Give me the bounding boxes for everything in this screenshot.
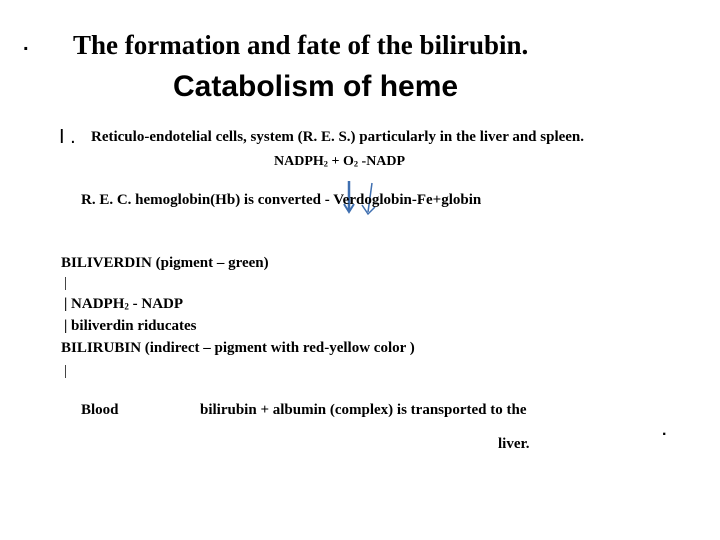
cofactor-sub-2a: 2: [323, 159, 328, 169]
pathway-pipe-reduction: | biliverdin riducates: [64, 318, 197, 334]
cofactor-nadp: -NADP: [358, 154, 406, 169]
pathway-pipe-4: |: [64, 363, 68, 379]
section-numeral: I .: [59, 126, 76, 148]
page-title: The formation and fate of the bilirubin.: [73, 30, 529, 60]
blood-label: Blood: [81, 402, 119, 418]
pathway-pipe-1: |: [64, 275, 68, 291]
trailing-dot: .: [662, 422, 667, 439]
transport-text: bilirubin + albumin (complex) is transported to the: [200, 402, 527, 418]
bilirubin-heading: BILIRUBIN (indirect – pigment with red-yellow color ): [61, 340, 415, 356]
pathway-pipe-nadph: [64, 297, 183, 312]
liver-word: liver.: [498, 436, 530, 452]
cofactor-line: [274, 155, 405, 169]
nadph-text: | NADPH: [64, 296, 125, 312]
nadph-sub: 2: [124, 301, 129, 312]
cofactor-nadph: NADPH: [274, 154, 324, 169]
nadp-text: - NADP: [128, 296, 184, 312]
biliverdin-heading: BILIVERDIN (pigment – green): [61, 255, 269, 271]
bullet-dot: .: [23, 33, 29, 55]
rec-conversion-line: R. E. C. hemoglobin(Hb) is converted - Verdoglobin-Fe+globin: [81, 192, 482, 208]
page-subtitle: Catabolism of heme: [173, 70, 459, 103]
cofactor-plus-o: + O: [327, 154, 354, 169]
section-intro: Reticulo-endotelial cells, system (R. E. S.) particularly in the liver and spleen.: [91, 129, 585, 145]
cofactor-sub-2b: 2: [353, 159, 359, 169]
